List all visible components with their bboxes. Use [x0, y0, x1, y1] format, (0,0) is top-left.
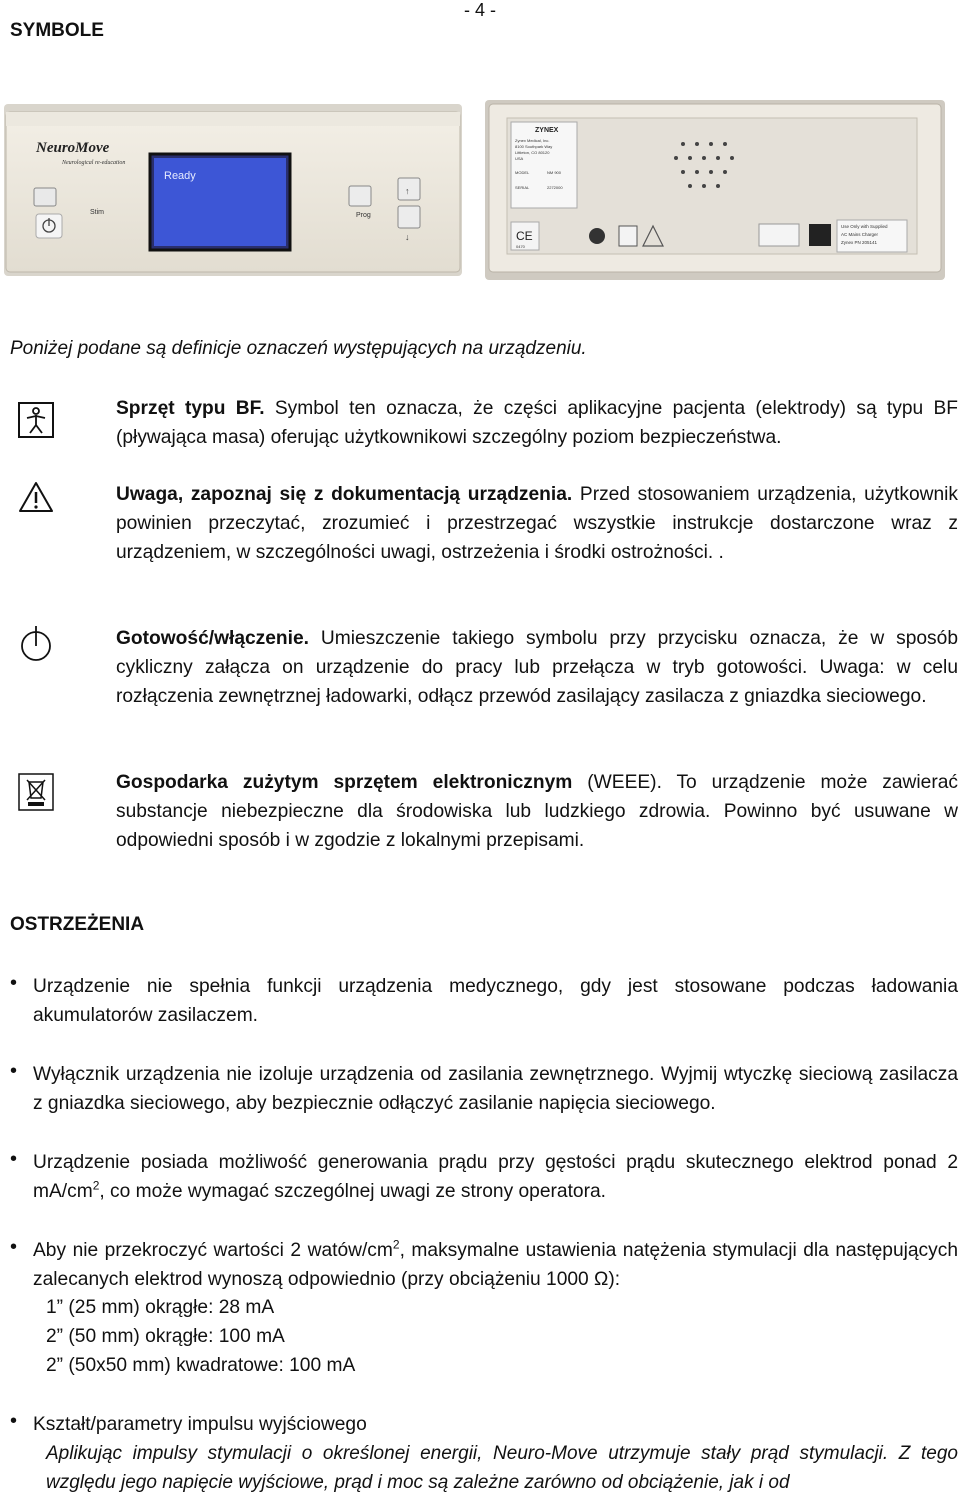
section-title-warnings: OSTRZEŻENIA	[10, 914, 145, 935]
electrode-item: 2” (50 mm) okrągłe: 100 mA	[46, 1326, 285, 1347]
svg-text:↑: ↑	[405, 186, 410, 196]
svg-text:AC Mains Charger: AC Mains Charger	[841, 232, 879, 237]
brand-logo: NeuroMove	[36, 140, 110, 156]
bullet: •	[10, 1060, 18, 1082]
symbol-bf: Sprzęt typu BF. Symbol ten oznacza, że części aplikacyjne pacjenta (elektrody) są typu BF (pływająca masa) oferując użytkownikowi szczególny poziom bezpieczeństwa.	[116, 398, 958, 448]
device-front-photo	[4, 104, 462, 276]
standby-icon	[16, 624, 56, 664]
weee-bin-icon	[16, 771, 56, 811]
svg-text:Prog: Prog	[356, 212, 371, 219]
svg-text:Use Only with Supplied: Use Only with Supplied	[841, 224, 888, 229]
page-number: - 4 -	[463, 0, 496, 20]
svg-text:2272000: 2272000	[547, 185, 563, 190]
electrode-item: 1” (25 mm) okrągłe: 28 mA	[46, 1297, 275, 1318]
device-back-photo	[485, 100, 945, 280]
bullet: •	[10, 1410, 18, 1432]
warning-1: Urządzenie nie spełnia funkcji urządzenia medycznego, gdy jest stosowane podczas ładowania akumulatorów zasilaczem.	[33, 976, 958, 1026]
svg-text:Stim: Stim	[90, 209, 104, 216]
svg-text:USA: USA	[515, 156, 524, 161]
symbol-warning: Uwaga, zapoznaj się z dokumentacją urządzenia. Przed stosowaniem urządzenia, użytkownik powinien przeczytać, zrozumieć i przestrzegać wszystkie instrukcje dostarczone wraz z urządzeniem, w szczególności uwagi, ostrzeżenia i środki ostrożności. .	[116, 484, 958, 563]
screen-text: Ready	[164, 170, 196, 182]
svg-text:Zynex PN 205141: Zynex PN 205141	[841, 240, 878, 245]
svg-text:0470: 0470	[516, 244, 525, 249]
intro-text: Poniżej podane są definicje oznaczeń występujących na urządzeniu.	[10, 338, 587, 359]
device-label	[511, 122, 577, 208]
svg-text:ZYNEX: ZYNEX	[535, 127, 559, 134]
warning-3: Urządzenie posiada możliwość generowania prądu przy gęstości prądu skutecznego elektrod ponad 2 $mA/cm^2$, co może wymagać szczególnej uwagi ze strony operatora.	[33, 1152, 958, 1202]
symbol-standby: Gotowość/włączenie. Umieszczenie takiego symbolu przy przycisku oznacza, że w sposób cykliczny załącza on urządzenie do pracy lub przełącza w tryb gotowości. Uwaga: w celu rozłączenia zewnętrznej ładowarki, odłącz przewód zasilający zasilacza z gniazdka sieciowego.	[116, 628, 958, 707]
electrode-item: 2” (50x50 mm) kwadratowe: 100 mA	[46, 1355, 356, 1376]
warning-2: Wyłącznik urządzenia nie izoluje urządzenia od zasilania zewnętrznego. Wyjmij wtyczkę sieciową zasilacza z gniazdka sieciowego, aby bezpiecznie odłączyć zasilanie napięcia sieciowego.	[33, 1064, 958, 1114]
warning-4: Aby nie przekroczyć wartości 2 watów/$cm^2$, maksymalne ustawienia natężenia stymulacji dla następujących zalecanych elektrod wynoszą odpowiednio (przy obciążeniu 1000 Ω):	[33, 1237, 959, 1290]
bullet: •	[10, 972, 18, 994]
bf-type-icon	[16, 400, 56, 440]
warning-5-title: Kształt/parametry impulsu wyjściowego	[33, 1414, 367, 1435]
bullet: •	[10, 1148, 18, 1170]
symbol-weee: Gospodarka zużytym sprzętem elektronicznym (WEEE). To urządzenie może zawierać substancje niebezpieczne dla środowiska lub ludzkiego zdrowia. Powinno być usuwane w odpowiedni sposób i w zgodzie z lokalnymi przepisami.	[116, 772, 958, 851]
svg-text:Zynex Medical, Inc.: Zynex Medical, Inc.	[515, 138, 550, 143]
svg-text:↓: ↓	[405, 232, 410, 242]
svg-text:CE: CE	[516, 229, 533, 243]
svg-text:Neurological re-education: Neurological re-education	[62, 160, 126, 166]
warning-icon	[16, 478, 56, 518]
svg-text:Littleton, CO 80120: Littleton, CO 80120	[515, 150, 550, 155]
section-title-symbols: SYMBOLE	[10, 20, 104, 41]
svg-text:MODEL: MODEL	[515, 170, 530, 175]
svg-text:8100 Southpark Way: 8100 Southpark Way	[515, 144, 553, 149]
bullet: •	[10, 1236, 18, 1258]
warning-5-text: Aplikując impulsy stymulacji o określonej energii, Neuro-Move utrzymuje stały prąd stymulacji. Z tego względu jego napięcie wyjściowe, prąd i moc są zależne zarówno od obciążenie, jak i od	[46, 1443, 958, 1493]
svg-text:NM 900: NM 900	[547, 170, 562, 175]
svg-text:SERIAL: SERIAL	[515, 185, 530, 190]
